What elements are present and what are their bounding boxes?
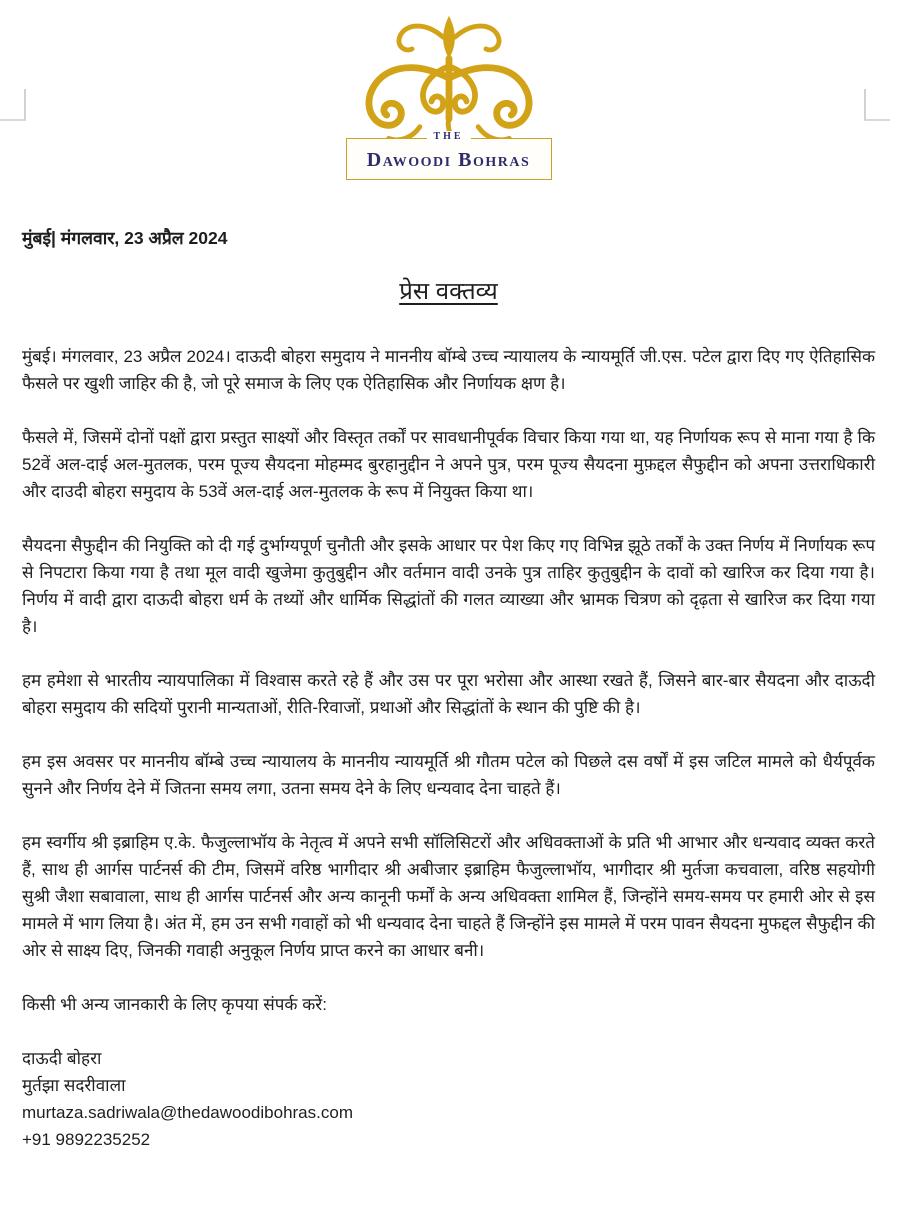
paragraph-5: हम इस अवसर पर माननीय बॉम्बे उच्च न्यायालय के माननीय न्यायमूर्ति श्री गौतम पटेल को पिछले दस वर्षों में इस जटिल मामले को धैर्यपूर्वक सुनने और निर्णय देने में जितना समय लगा, उतना समय देने के लिए धन्यवाद देना चाहते हैं। — [22, 752, 875, 798]
paragraph-3: सैयदना सैफुद्दीन की नियुक्ति को दी गई दुर्भाग्यपूर्ण चुनौती और इसके आधार पर पेश किए गए विभिन्न झूठे तर्कों के उक्त निर्णय में निर्णायक रूप से निपटारा किया गया है तथा मूल वादी खुजेमा कुतुबुद्दीन और वर्तमान वादी उनके पुत्र ताहिर कुतुबुद्दीन के दावों को खारिज कर दिया गया है। निर्णय में वादी द्वारा दाऊदी बोहरा धर्म के तथ्यों और धार्मिक सिद्धांतों की गलत व्याख्या और भ्रामक चित्रण को दृढ़ता से खारिज कर दिया गया है। — [22, 536, 875, 636]
scan-corner-mark-right — [864, 89, 890, 121]
logo-name-text: Dawoodi Bohras — [366, 149, 531, 171]
dateline: मुंबई| मंगलवार, 23 अप्रैल 2024 — [22, 228, 228, 248]
contact-phone: +91 9892235252 — [22, 1130, 151, 1149]
paragraph-4: हम हमेशा से भारतीय न्यायपालिका में विश्वास करते रहे हैं और उस पर पूरा भरोसा और आस्था रखते हैं, जिसने बार-बार सैयदना और दाऊदी बोहरा समुदाय की सदियों पुरानी मान्यताओं, रीति-रिवाजों, प्रथाओं और सिद्धांतों के स्थान की पुष्टि की है। — [22, 671, 875, 717]
page-title: प्रेस वक्तव्य — [399, 278, 498, 305]
letterhead — [0, 0, 897, 180]
logo-wordmark-box — [346, 131, 552, 180]
logo-the-text: THE — [426, 131, 470, 142]
press-release-body — [0, 343, 897, 1018]
contact-intro-line: किसी भी अन्य जानकारी के लिए कृपया संपर्क करें: — [22, 995, 327, 1014]
scan-corner-mark-left — [0, 89, 26, 121]
contact-block — [22, 1045, 875, 1153]
contact-person-name: मुर्तझा सदरीवाला — [22, 1076, 126, 1095]
paragraph-6: हम स्वर्गीय श्री इब्राहिम ए.के. फैजुल्लाभॉय के नेतृत्व में अपने सभी सॉलिसिटरों और अधिवक्ताओं के प्रति भी आभार और धन्यवाद व्यक्त करते हैं, साथ ही आर्गस पार्टनर्स की टीम, जिसमें वरिष्ठ भागीदार श्री अबीजार इब्राहिम फैजुल्लाभॉय, भागीदार श्री मुर्तजा कचवाला, वरिष्ठ सहयोगी सुश्री जैशा सबावाला, साथ ही आर्गस पार्टनर्स और अन्य कानूनी फर्मों के अन्य अधिवक्ता शामिल हैं, जिन्होंने समय-समय पर हमारी ओर से इस मामले में भाग लिया है। अंत में, हम उन सभी गवाहों को भी धन्यवाद देना चाहते हैं जिन्होंने इस मामले में परम पावन सैयदना मुफद्दल सैफुद्दीन की ओर से साक्ष्य दिए, जिनकी गवाही अनुकूल निर्णय प्राप्त करने का आधार बनी। — [22, 833, 875, 960]
contact-org: दाऊदी बोहरा — [22, 1049, 102, 1068]
contact-email: murtaza.sadriwala@thedawoodibohras.com — [22, 1103, 353, 1122]
paragraph-1: मुंबई। मंगलवार, 23 अप्रैल 2024। दाऊदी बोहरा समुदाय ने माननीय बॉम्बे उच्च न्यायालय के न्यायमूर्ति जी.एस. पटेल द्वारा दिए गए ऐतिहासिक फैसले पर खुशी जाहिर की है, जो पूरे समाज के लिए एक ऐतिहासिक और निर्णायक क्षण है। — [22, 347, 875, 393]
paragraph-2: फैसले में, जिसमें दोनों पक्षों द्वारा प्रस्तुत साक्ष्यों और विस्तृत तर्कों पर सावधानीपूर्वक विचार किया गया था, यह निर्णायक रूप से माना गया है कि 52वें अल-दाई अल-मुतलक, परम पूज्य सैयदना मोहम्मद बुरहानुद्दीन ने अपने पुत्र, परम पूज्य सैयदना मुफ़द्दल सैफुद्दीन को अपना उत्तराधिकारी और दाउदी बोहरा समुदाय के 53वें अल-दाई अल-मुतलक के रूप में नियुक्त किया था। — [22, 428, 875, 501]
